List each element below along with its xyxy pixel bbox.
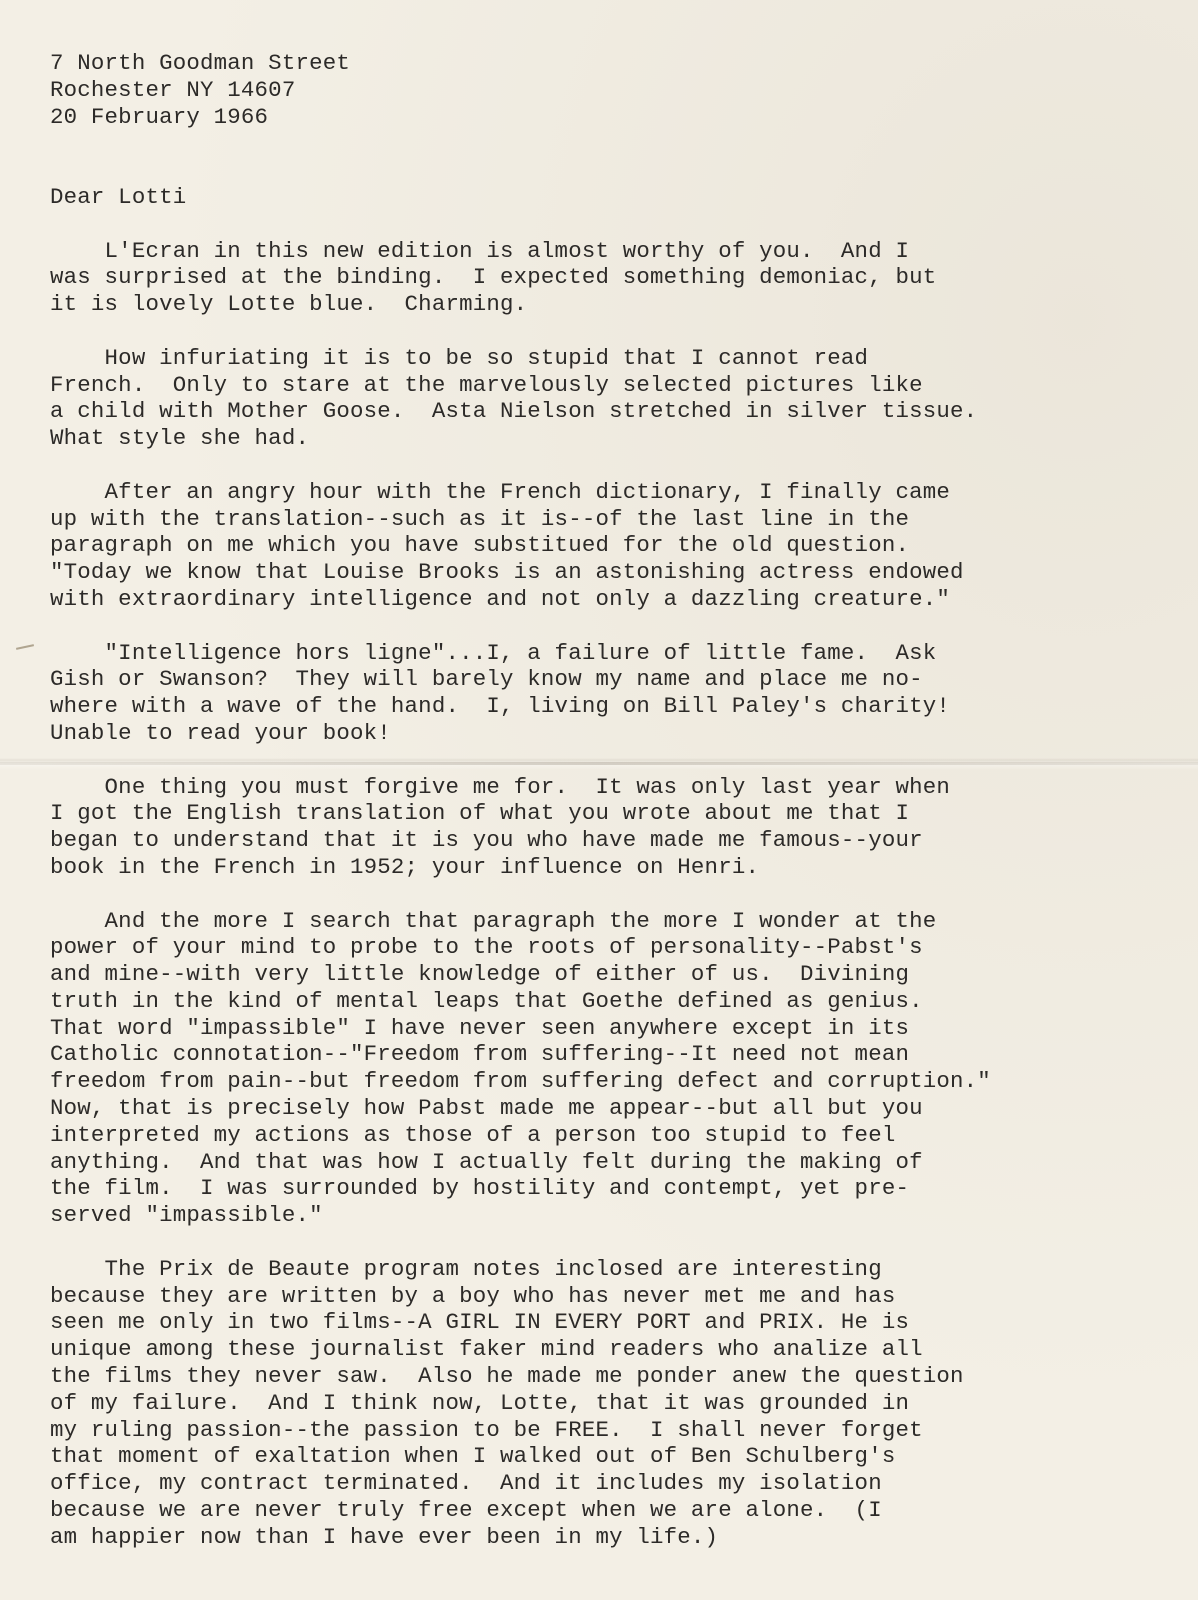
paragraph-2 — [50, 345, 1170, 452]
paragraph-line: my ruling passion--the passion to be FREE. I shall never forget — [50, 1416, 923, 1443]
paragraph-line: After an angry hour with the French dictionary, I finally came — [50, 478, 951, 505]
paragraph-line: anything. And that was how I actually felt during the making of — [50, 1148, 923, 1175]
paragraph-5 — [50, 774, 1170, 881]
paragraph-line: where with a wave of the hand. I, living on Bill Paley's charity! — [50, 693, 951, 720]
paragraph-line: the film. I was surrounded by hostility and contempt, yet pre- — [50, 1175, 910, 1202]
paragraph-line: "Today we know that Louise Brooks is an astonishing actress endowed — [50, 559, 964, 586]
paragraph-line: Unable to read your book! — [50, 719, 391, 746]
paragraph-7 — [50, 1256, 1170, 1551]
paragraph-line: a child with Mother Goose. Asta Nielson stretched in silver tissue. — [50, 398, 978, 425]
paragraph-line: the films they never saw. Also he made me ponder anew the question — [50, 1363, 964, 1390]
paragraph-line: French. Only to stare at the marvelously selected pictures like — [50, 371, 923, 398]
paragraph-line: and mine--with very little knowledge of either of us. Divining — [50, 961, 910, 988]
letter-date: 20 February 1966 — [50, 103, 269, 130]
paragraph-line: paragraph on me which you have substitued for the old question. — [50, 532, 910, 559]
paragraph-line: One thing you must forgive me for. It was only last year when — [50, 773, 951, 800]
paragraph-line: Gish or Swanson? They will barely know my name and place me no- — [50, 666, 923, 693]
paragraph-line: L'Ecran in this new edition is almost worthy of you. And I — [50, 237, 910, 264]
paragraph-line: it is lovely Lotte blue. Charming. — [50, 291, 528, 318]
paragraph-line: up with the translation--such as it is--of the last line in the — [50, 505, 910, 532]
paragraph-line: Now, that is precisely how Pabst made me appear--but all but you — [50, 1095, 923, 1122]
paragraph-3 — [50, 479, 1170, 613]
paragraph-line: And the more I search that paragraph the more I wonder at the — [50, 907, 937, 934]
paragraph-line: The Prix de Beaute program notes inclosed are interesting — [50, 1255, 882, 1282]
paragraph-line: How infuriating it is to be so stupid that I cannot read — [50, 344, 869, 371]
paragraph-line: served "impassible." — [50, 1202, 323, 1229]
paragraph-line: because we are never truly free except when we are alone. (I — [50, 1497, 882, 1524]
paragraph-line: What style she had. — [50, 425, 310, 452]
paragraph-line: because they are written by a boy who has never met me and has — [50, 1282, 896, 1309]
paragraph-line: seen me only in two films--A GIRL IN EVERY PORT and PRIX. He is — [50, 1309, 910, 1336]
paragraph-1 — [50, 238, 1170, 318]
paragraph-line: book in the French in 1952; your influence on Henri. — [50, 853, 760, 880]
paragraph-line: was surprised at the binding. I expected something demoniac, but — [50, 264, 937, 291]
paragraph-line: office, my contract terminated. And it includes my isolation — [50, 1470, 882, 1497]
salutation: Dear Lotti — [50, 183, 187, 210]
paragraph-line: of my failure. And I think now, Lotte, that it was grounded in — [50, 1389, 910, 1416]
paragraph-line: with extraordinary intelligence and not only a dazzling creature." — [50, 585, 951, 612]
paragraph-line: unique among these journalist faker mind readers who analize all — [50, 1336, 923, 1363]
address-street: 7 North Goodman Street — [50, 50, 351, 76]
paragraph-line: "Intelligence hors ligne"...I, a failure of little fame. Ask — [50, 639, 937, 666]
paragraph-6 — [50, 908, 1170, 1230]
paragraph-line: that moment of exaltation when I walked out of Ben Schulberg's — [50, 1443, 896, 1470]
paragraph-line: I got the English translation of what you wrote about me that I — [50, 800, 910, 827]
paragraph-line: Catholic connotation--"Freedom from suffering--It need not mean — [50, 1041, 910, 1068]
sender-address — [50, 50, 1170, 130]
paragraph-4 — [50, 640, 1170, 747]
paragraph-line: began to understand that it is you who have made me famous--your — [50, 827, 923, 854]
paragraph-line: interpreted my actions as those of a person too stupid to feel — [50, 1121, 896, 1148]
typewritten-letter — [50, 50, 1170, 1551]
paragraph-line: freedom from pain--but freedom from suffering defect and corruption." — [50, 1068, 991, 1095]
paragraph-line: truth in the kind of mental leaps that Goethe defined as genius. — [50, 987, 923, 1014]
paragraph-line: am happier now than I have ever been in my life.) — [50, 1523, 719, 1550]
paragraph-line: power of your mind to probe to the roots of personality--Pabst's — [50, 934, 923, 961]
address-city: Rochester NY 14607 — [50, 76, 296, 103]
paragraph-line: That word "impassible" I have never seen anywhere except in its — [50, 1014, 910, 1041]
